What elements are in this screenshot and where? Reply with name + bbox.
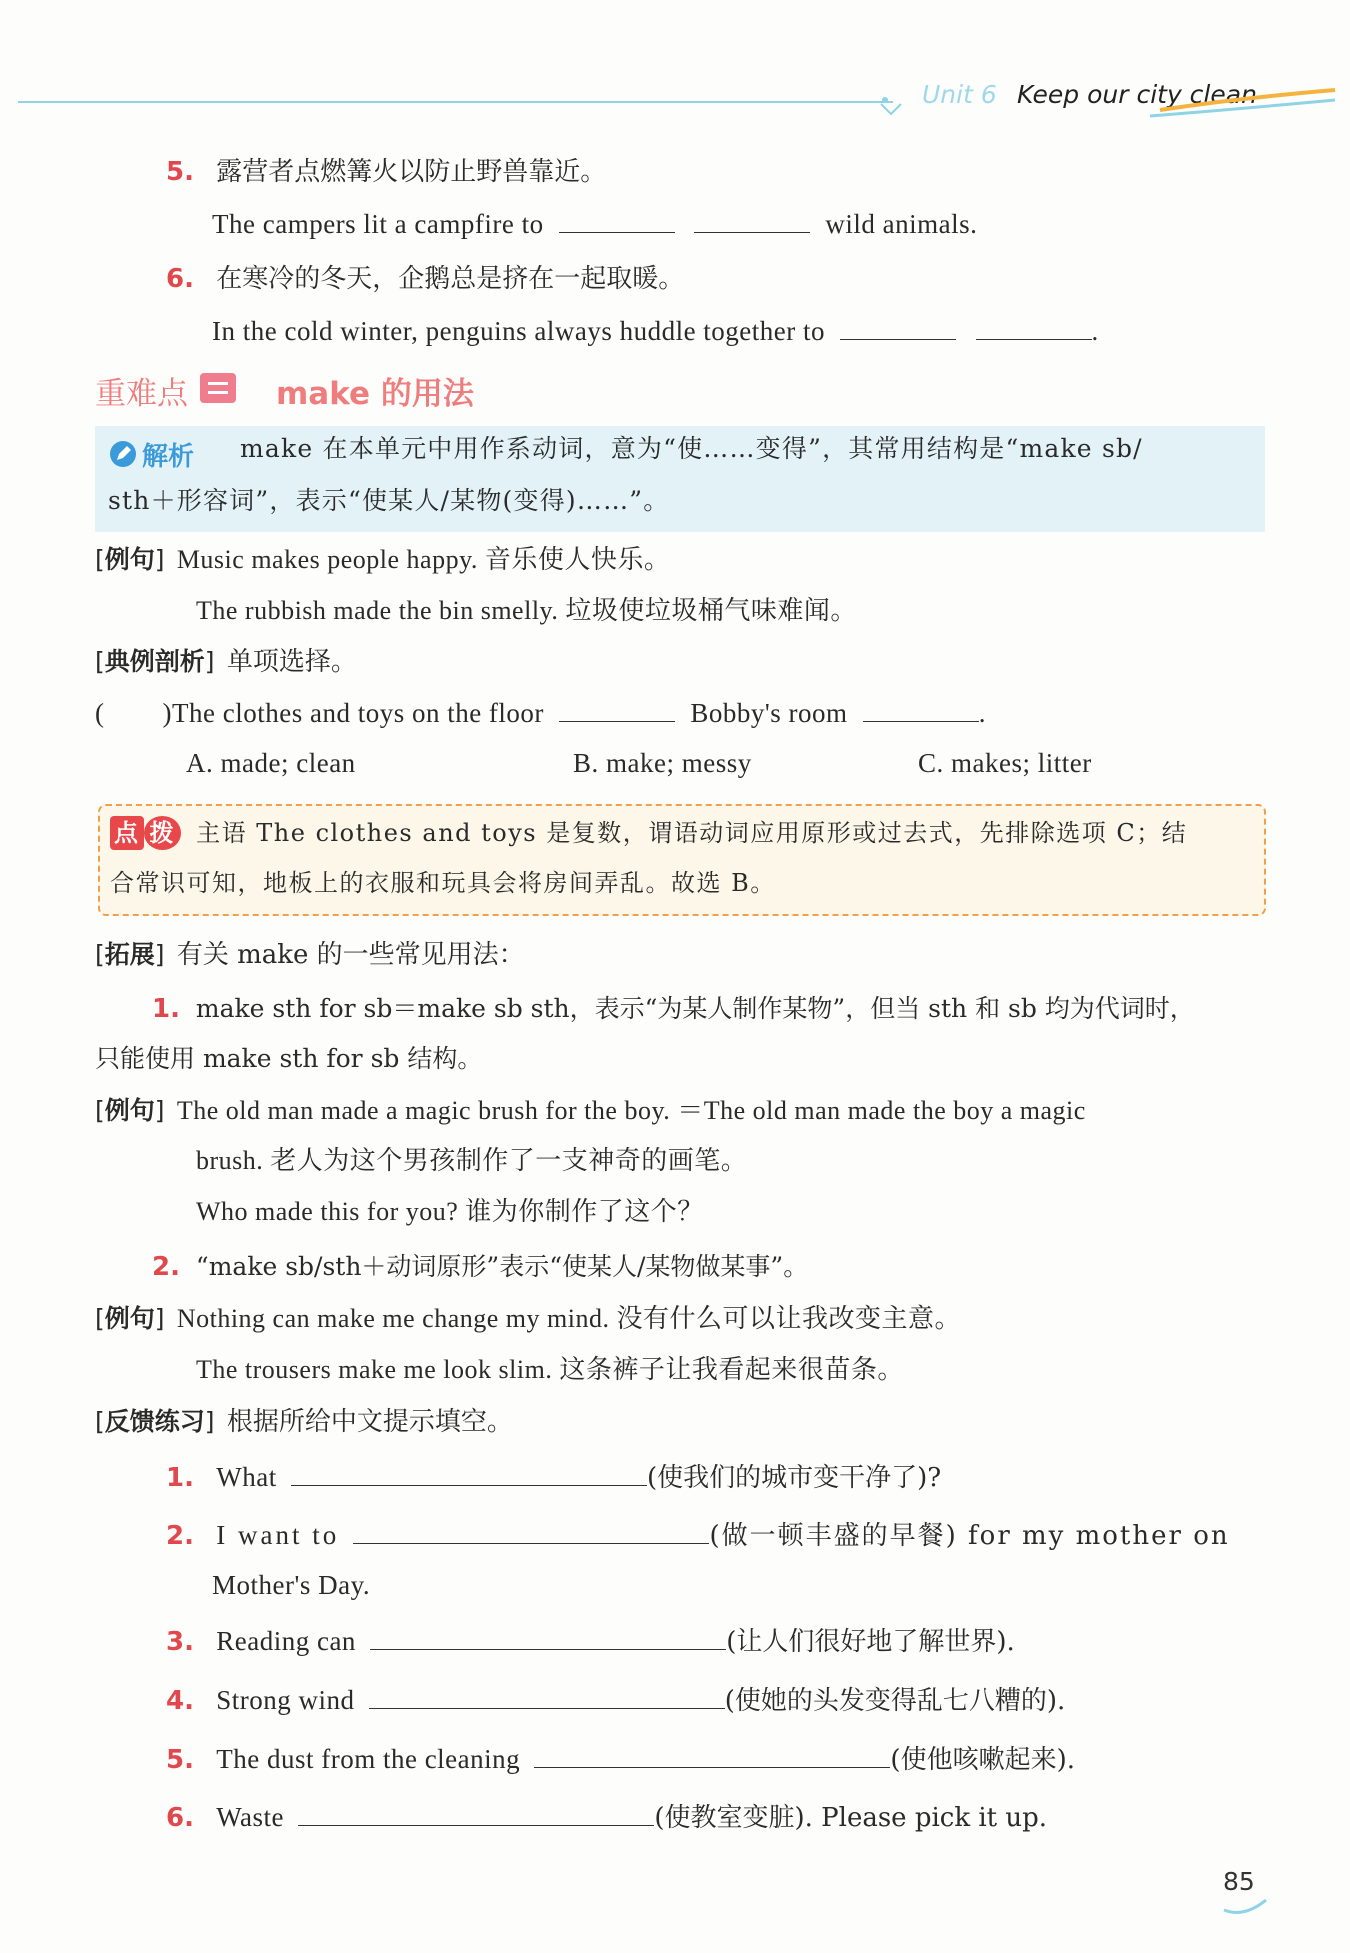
extension-item-1-cont: 只能使用 make sth for sb 结构。 <box>95 1044 483 1073</box>
item-number: 1. <box>152 994 180 1024</box>
sentence-text: Waste <box>216 1802 285 1832</box>
sentence-text: In the cold winter, penguins always huddle together to <box>212 316 826 346</box>
example-sentence: The old man made a magic brush for the boy. ＝The old man made the boy a magic <box>176 1096 1086 1125</box>
hint-text: (使他咳嗽起来). <box>890 1745 1075 1775</box>
tip-text: 主语 The clothes and toys 是复数，谓语动词应用原形或过去式，先排除选项 C；结 <box>196 819 1188 847</box>
practice-item-1 <box>166 1460 941 1495</box>
hint-text: (使她的头发变得乱七八糟的). <box>724 1686 1066 1716</box>
item-number: 5. <box>166 1745 194 1775</box>
example-sentence: Music makes people happy. 音乐使人快乐。 <box>176 545 671 574</box>
pencil-icon <box>108 439 138 469</box>
chevron-down-icon <box>879 96 903 120</box>
answer-blank[interactable] <box>534 1743 890 1768</box>
example-row-2: The rubbish made the bin smelly. 垃圾使垃圾桶气味难闻。 <box>196 596 857 625</box>
tip-tag: 点 <box>110 816 144 850</box>
example-sentence: Nothing can make me change my mind. 没有什么可以让我改变主意。 <box>176 1304 961 1333</box>
sentence-text: Reading can <box>216 1626 356 1656</box>
bracket-tag: [例句] <box>95 1304 165 1333</box>
hint-text: (做一顿丰盛的早餐) for my mother on <box>709 1521 1230 1551</box>
unit-label: Unit 6 <box>922 80 997 109</box>
analysis-line-2: sth＋形容词”，表示“使某人/某物(变得)……”。 <box>108 486 670 515</box>
answer-blank[interactable] <box>863 697 979 722</box>
item-number: 2. <box>152 1252 180 1282</box>
extension-text: “make sb/sth＋动词原形”表示“使某人/某物做某事”。 <box>195 1252 809 1281</box>
practice-item-4 <box>166 1683 1065 1718</box>
sentence-text: I want to <box>216 1520 340 1550</box>
section-title: make 的用法 <box>276 376 474 412</box>
item-number: 6. <box>166 264 194 294</box>
item-number: 5. <box>166 157 194 187</box>
intro-item-6-en <box>212 314 1099 348</box>
option-a: A. made; clean <box>186 748 356 778</box>
extension-header <box>95 938 525 972</box>
sentence-text: wild animals. <box>825 209 978 239</box>
item-number: 1. <box>166 1463 194 1493</box>
page-swoosh-icon <box>1222 1896 1268 1918</box>
practice-item-5 <box>166 1742 1075 1777</box>
item-number: 2. <box>166 1521 194 1551</box>
bracket-tag: [反馈练习] <box>95 1407 215 1436</box>
section-number-badge <box>200 373 236 403</box>
intro-item-zh: 露营者点燃篝火以防止野兽靠近。 <box>216 157 607 187</box>
extension-example-1 <box>95 1094 1086 1128</box>
typical-header <box>95 645 357 679</box>
extension-example-1-line3: Who made this for you? 谁为你制作了这个？ <box>196 1197 704 1226</box>
tip-tag: 拨 <box>144 816 182 850</box>
answer-blank[interactable] <box>559 208 675 233</box>
tip-line-1 <box>110 816 1187 850</box>
header-rule <box>18 101 893 103</box>
question-text: . <box>978 698 987 728</box>
answer-blank[interactable] <box>840 315 956 340</box>
unit-title: Keep our city clean <box>1017 80 1257 109</box>
extension-example-1-cont: brush. 老人为这个男孩制作了一支神奇的画笔。 <box>196 1146 748 1175</box>
hint-text: (使我们的城市变干净了)? <box>646 1463 942 1493</box>
option-b: B. make; messy <box>573 748 752 778</box>
instruction-text: 有关 make 的一些常见用法： <box>176 940 525 970</box>
extension-item-1 <box>152 992 1195 1026</box>
answer-blank[interactable] <box>559 697 675 722</box>
practice-item-6 <box>166 1800 1047 1835</box>
practice-header <box>95 1405 513 1439</box>
item-number: 4. <box>166 1686 194 1716</box>
answer-blank[interactable] <box>291 1461 647 1486</box>
extension-example-2-cont: The trousers make me look slim. 这条裤子让我看起来很苗条。 <box>196 1355 904 1384</box>
answer-blank[interactable] <box>298 1801 654 1826</box>
question-text: The clothes and toys on the floor <box>172 698 544 728</box>
extension-example-2 <box>95 1302 961 1336</box>
sentence-text: . <box>1091 316 1099 346</box>
answer-blank[interactable] <box>976 315 1092 340</box>
answer-bracket-open: ( <box>95 698 105 728</box>
bracket-tag: [例句] <box>95 1096 165 1125</box>
practice-item-3 <box>166 1624 1015 1659</box>
answer-blank[interactable] <box>369 1684 725 1709</box>
item-number: 3. <box>166 1627 194 1657</box>
bracket-tag: [拓展] <box>95 940 165 969</box>
extension-text: make sth for sb＝make sb sth，表示“为某人制作某物”，但当 sth 和 sb 均为代词时， <box>195 994 1195 1023</box>
bracket-tag: [典例剖析] <box>95 647 215 676</box>
practice-item-2-cont: Mother's Day. <box>212 1570 371 1600</box>
extension-item-2 <box>152 1250 808 1284</box>
question-text: Bobby's room <box>690 698 848 728</box>
sentence-text: Strong wind <box>216 1685 355 1715</box>
answer-bracket-close: ) <box>162 698 172 728</box>
section-label: 重难点 <box>95 376 188 412</box>
instruction-text: 根据所给中文提示填空。 <box>226 1407 513 1437</box>
tip-line-2: 合常识可知，地板上的衣服和玩具会将房间弄乱。故选 B。 <box>110 869 776 897</box>
intro-item-5 <box>166 155 606 189</box>
intro-item-6 <box>166 262 684 296</box>
analysis-tag: 解析 <box>142 442 195 472</box>
answer-blank[interactable] <box>370 1625 726 1650</box>
typical-question <box>95 696 986 730</box>
intro-item-5-en <box>212 207 977 241</box>
sentence-text: What <box>216 1462 277 1492</box>
swoosh-decoration-icon <box>1140 88 1340 122</box>
example-row-1 <box>95 543 670 577</box>
intro-item-zh: 在寒冷的冬天，企鹅总是挤在一起取暖。 <box>216 264 685 294</box>
page-number: 85 <box>1223 1867 1255 1896</box>
item-number: 6. <box>166 1803 194 1833</box>
answer-blank[interactable] <box>353 1519 709 1544</box>
bracket-tag: [例句] <box>95 545 165 574</box>
instruction-text: 单项选择。 <box>226 647 357 677</box>
hint-text: (让人们很好地了解世界). <box>726 1627 1015 1657</box>
answer-blank[interactable] <box>694 208 810 233</box>
hint-text: (使教室变脏). Please pick it up. <box>654 1803 1048 1833</box>
sentence-text: The campers lit a campfire to <box>212 209 544 239</box>
option-c: C. makes; litter <box>918 748 1092 778</box>
practice-item-2 <box>166 1518 1230 1553</box>
sentence-text: The dust from the cleaning <box>216 1744 521 1774</box>
analysis-line-1: make 在本单元中用作系动词，意为“使……变得”，其常用结构是“make sb/ <box>240 434 1143 463</box>
